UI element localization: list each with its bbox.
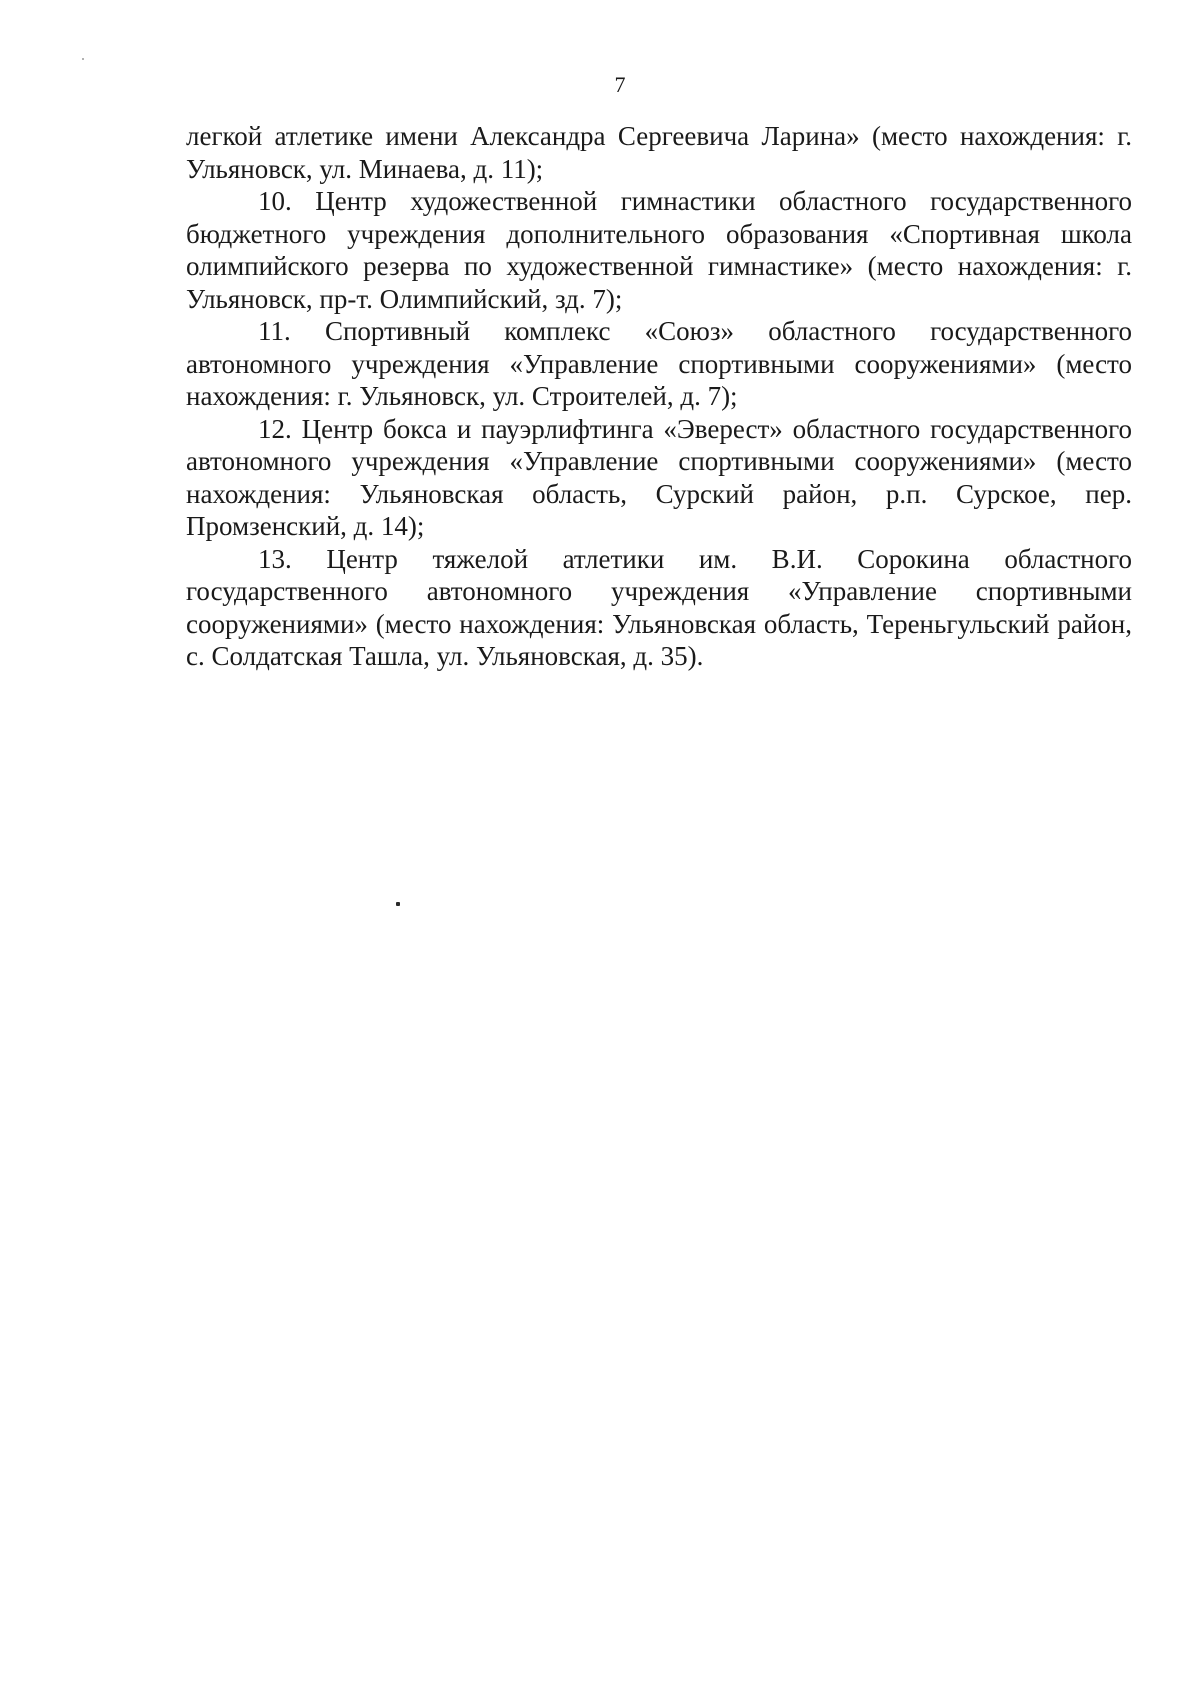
- paragraph-continuation: легкой атлетике имени Александра Сергеевича Ларина» (место нахождения: г. Ульяновск, ул. Минаева, д. 11);: [186, 121, 1132, 184]
- scan-speck: [82, 58, 84, 60]
- list-item-11: 11. Спортивный комплекс «Союз» областного государственного автономного учреждения «Управление спортивными сооружениями» (место нахождения: г. Ульяновск, ул. Строителей, д. 7);: [186, 316, 1132, 411]
- page-number: 7: [614, 72, 626, 97]
- list-item-13: 13. Центр тяжелой атлетики им. В.И. Сорокина областного государственного автономного учреждения «Управление спортивными сооружениями» (место нахождения: Ульяновская область, Тереньгульский район, с. Солдатская Ташла, ул. Ульяновская, д. 35).: [186, 543, 1132, 671]
- scan-speck: [396, 902, 400, 906]
- list-item-12: 12. Центр бокса и пауэрлифтинга «Эверест» областного государственного автономного учреждения «Управление спортивными сооружениями» (место нахождения: Ульяновская область, Сурский район, р.п. Сурское, пер. Промзенский, д. 14);: [186, 413, 1132, 541]
- document-body: [186, 120, 1132, 673]
- list-item-10: 10. Центр художественной гимнастики областного государственного бюджетного учреждения дополнительного образования «Спортивная школа олимпийского резерва по художественной гимнастике» (место нахождения: г. Ульяновск, пр-т. Олимпийский, зд. 7);: [186, 186, 1132, 314]
